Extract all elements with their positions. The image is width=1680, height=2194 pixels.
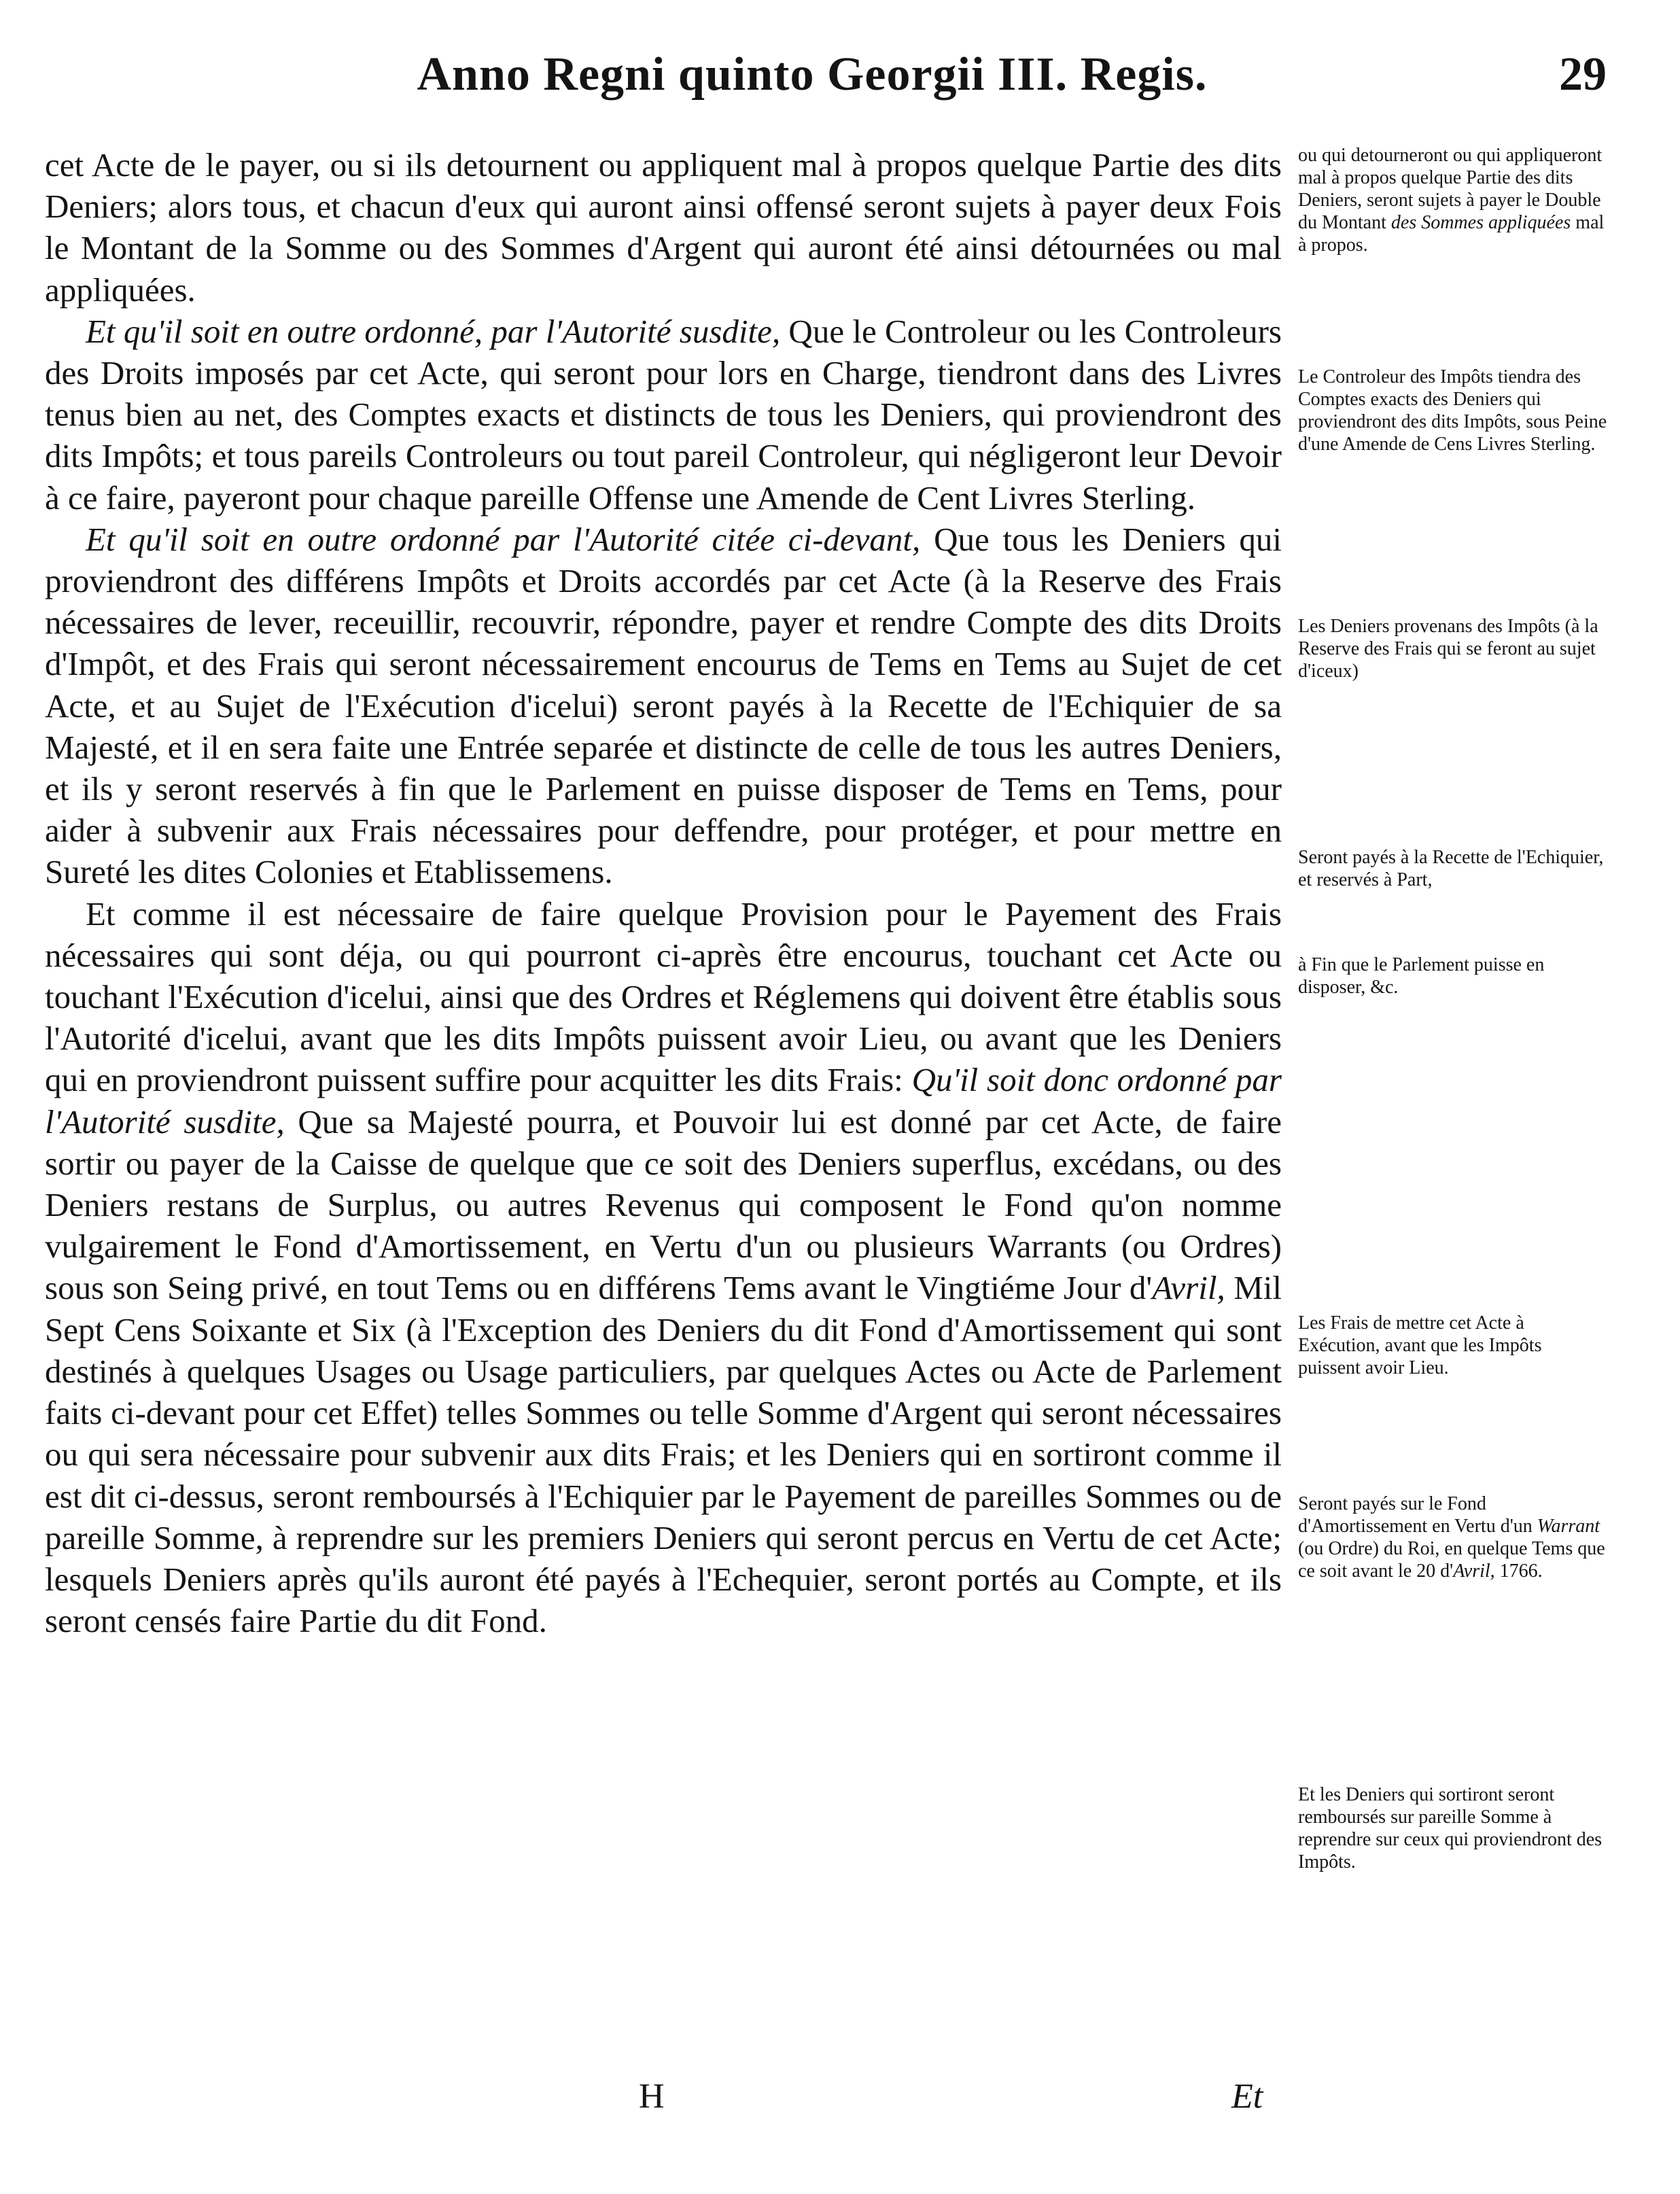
month-name: Avril, (1152, 1269, 1225, 1307)
paragraph-text: Et comme il est nécessaire de faire quelque Provision pour le Payement des Frais nécessaires qui sont déja, ou qui pourront ci-après être encourus, touchant cet Acte ou touchant l'Exécution d'icelui, ainsi que des Ordres et Réglemens qui doivent être établis sous l'Autorité d'icelui, avant que les dits Impôts puissent avoir Lieu, ou avant que les Deniers qui en proviendront puissent suffire pour acquitter les dits Frais: (45, 894, 1282, 1099)
margin-note-frais: Les Frais de mettre cet Acte à Exécution, avant que les Impôts puissent avoir Lieu. (1298, 1312, 1542, 1378)
paragraph-provision (45, 893, 1282, 1642)
margin-note-controleur: Le Controleur des Impôts tiendra des Comptes exacts des Deniers qui proviendront des dits Impôts, sous Peine d'une Amende de Cens Livres Sterling. (1298, 366, 1607, 455)
margin-note-recette: Seront payés à la Recette de l'Echiquier, et reservés à Part, (1298, 847, 1604, 890)
note-text: (ou Ordre) du Roi, en quelque Tems que ce soit avant le 20 d' (1298, 1538, 1605, 1582)
enacting-clause: Et qu'il soit en outre ordonné par l'Autorité citée ci-devant, (86, 520, 921, 558)
enacting-clause: Qu'il soit donc ordonné par l'Autorité susdite, (45, 1061, 1282, 1140)
note-text-italic: Avril, (1453, 1561, 1495, 1582)
note-text: Seront payés sur le Fond d'Amortissement en Vertu d'un (1298, 1493, 1537, 1537)
paragraph-continuation: cet Acte de le payer, ou si ils detournent ou appliquent mal à propos quelque Partie des dits Deniers; alors tous, et chacun d'eux qui auront ainsi offensé seront sujets à payer deux Fois le Montant de la Somme ou des Sommes d'Argent qui auront été ainsi détournées ou mal appliquées. (45, 146, 1282, 309)
paragraph-text: Que le Controleur ou les Controleurs des Droits imposés par cet Acte, qui seront pour lors en Charge, tiendront dans des Livres tenus bien au net, des Comptes exacts et distincts de tous les Deniers, qui proviendront des dits Impôts; et tous pareils Controleurs ou tout pareil Controleur, qui négligeront leur Devoir à ce faire, payeront pour chaque pareille Offense une Amende de Cent Livres Sterling. (45, 312, 1282, 517)
paragraph-deniers (45, 519, 1282, 893)
margin-note-deniers: Les Deniers provenans des Impôts (à la Reserve des Frais qui se feront au sujet d'iceux) (1298, 616, 1598, 682)
note-text: mal à propos. (1298, 212, 1605, 256)
paragraph-text: Mil Sept Cens Soixante et Six (à l'Exception des Deniers du dit Fond d'Amortissement qui sont destinés à quelques Usages ou Usage particuliers, par quelques Actes ou Acte de Parlement faits ci-devant pour cet Effet) telles Sommes ou telle Somme d'Argent qui seront nécessaires ou qui sera nécessaire pour subvenir aux dits Frais; et les Deniers qui en sortiront comme il est dit ci-dessus, seront remboursés à l'Echiquier par le Payement de pareilles Sommes ou de pareille Somme, à reprendre sur les premiers Deniers qui seront percus en Vertu de cet Acte; lesquels Deniers après qu'ils auront été payés à l'Echequier, seront portés au Compte, et ils seront censés faire Partie du dit Fond. (45, 1269, 1282, 1640)
margin-note-mal-appliquees (1298, 144, 1607, 256)
paragraph-controleur (45, 311, 1282, 519)
note-text: 1766. (1494, 1561, 1543, 1582)
enacting-clause: Et qu'il soit en outre ordonné, par l'Autorité susdite, (86, 312, 781, 350)
page-number: 29 (1559, 48, 1607, 101)
catchword: Et (1231, 2077, 1263, 2116)
note-text-italic: Warrant (1537, 1516, 1600, 1537)
signature-mark: H (639, 2077, 665, 2116)
running-title: Anno Regni quinto Georgii III. Regis. (417, 48, 1208, 101)
paragraph-text: Que tous les Deniers qui proviendront des différens Impôts et Droits accordés par cet Acte (à la Reserve des Frais nécessaires de lever, receuillir, recouvrir, répondre, payer et rendre Compte des dits Droits d'Impôt, et des Frais qui seront nécessairement encourus de Tems en Tems au Sujet de cet Acte, et au Sujet de l'Exécution d'icelui) seront payés à la Recette de l'Echiquier de sa Majesté, et il en sera faite une Entrée separée et distincte de celle de tous les autres Deniers, et ils y seront reservés à fin que le Parlement en puisse disposer de Tems en Tems, pour aider à subvenir aux Frais nécessaires pour deffendre, pour protéger, et pour mettre en Sureté les dites Colonies et Etablissemens. (45, 520, 1282, 891)
margin-note-parlement: à Fin que le Parlement puisse en disposer, &c. (1298, 954, 1545, 998)
note-text-italic: des Sommes appliquées (1390, 212, 1571, 233)
margin-note-rembourses: Et les Deniers qui sortiront seront remboursés sur pareille Somme à reprendre sur ceux qui proviendront des Impôts. (1298, 1784, 1603, 1873)
note-text: ou qui detourneront ou qui appliqueront mal à propos quelque Partie des dits Deniers, seront sujets à payer le Double du Montant (1298, 145, 1603, 233)
main-text-column (45, 144, 1282, 1641)
margin-note-amortissement (1298, 1493, 1607, 1582)
paragraph-text: Que sa Majesté pourra, et Pouvoir lui est donné par cet Acte, de faire sortir ou payer de la Caisse de quelque que ce soit des Deniers superflus, excédans, ou des Deniers restans de Surplus, ou autres Revenus qui composent le Fond qu'on nomme vulgairement le Fond d'Amortissement, en Vertu d'un ou plusieurs Warrants (ou Ordres) sous son Seing privé, en tout Tems ou en différens Tems avant le Vingtiéme Jour d' (45, 1102, 1282, 1307)
